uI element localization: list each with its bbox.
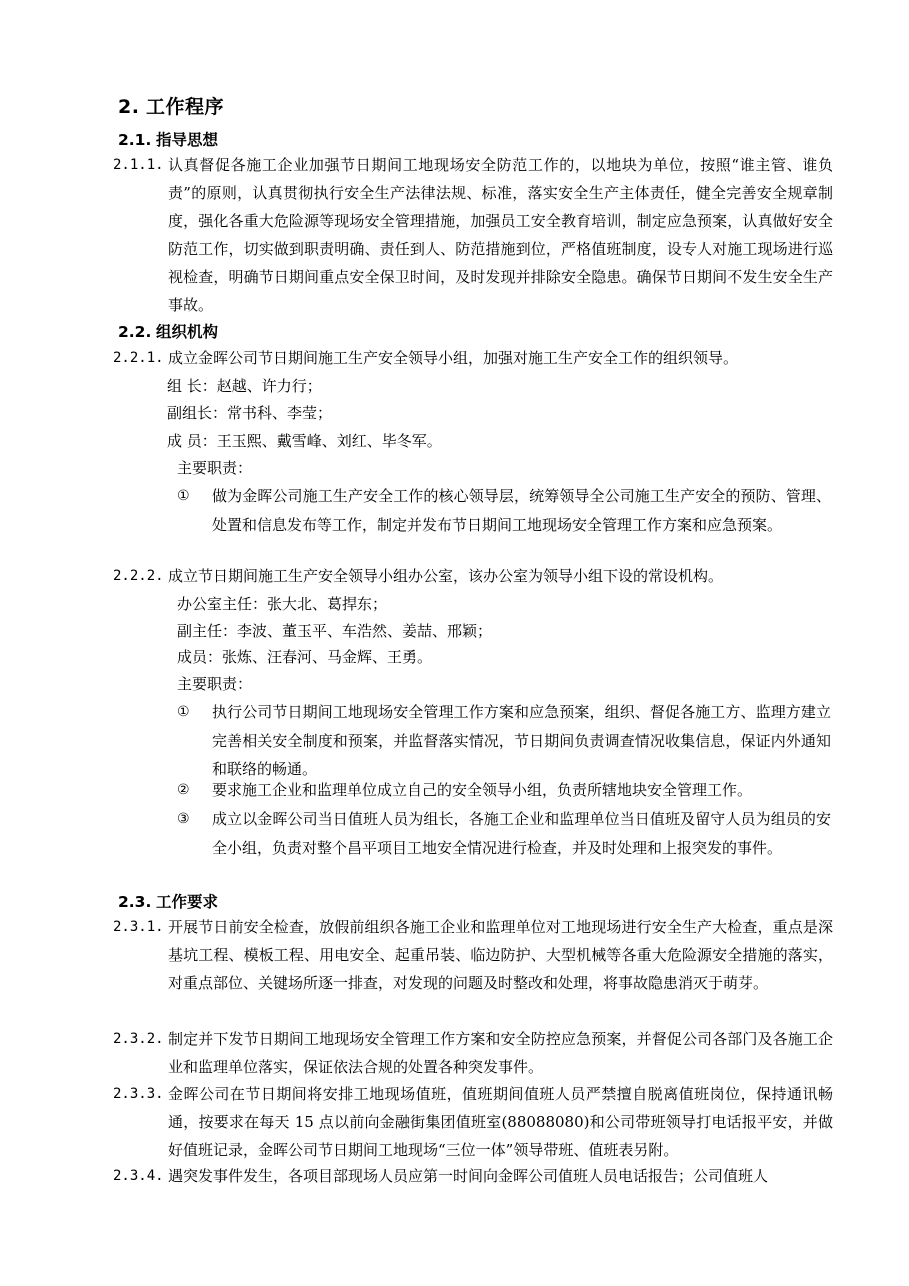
section-title: 工作程序 (146, 96, 225, 118)
subsection-title: 指导思想 (156, 131, 219, 149)
subsection-heading-2-2 (118, 320, 218, 342)
duty-text: 成立以金晖公司当日值班人员为组长，各施工企业和监理单位当日值班及留守人员为组员的安全小组，负责对整个昌平项目工地安全情况进行检查，并及时处理和上报突发的事件。 (212, 810, 831, 857)
item-text: 开展节日前安全检查，放假前组织各施工企业和监理单位对工地现场进行安全生产大检查，重点是深基坑工程、模板工程、用电安全、起重吊装、临边防护、大型机械等各重大危险源安全措施的落实，对重点部位、关键场所逐一排查，对发现的问题及时整改和处理，将事故隐患消灭于萌芽。 (168, 918, 833, 992)
circled-number: ③ (177, 811, 190, 827)
item-number: 2.1.1. (113, 157, 164, 173)
subsection-heading-2-1 (118, 128, 218, 150)
office-deputy-line: 副主任：李波、董玉平、车浩然、姜喆、邢颖； (177, 622, 493, 640)
item-text: 成立节日期间施工生产安全领导小组办公室，该办公室为领导小组下设的常设机构。 (168, 567, 724, 585)
duty-item (177, 698, 831, 784)
item-number: 2.3.1. (113, 919, 164, 935)
item-text: 成立金晖公司节日期间施工生产安全领导小组，加强对施工生产安全工作的组织领导。 (168, 349, 739, 367)
subsection-number: 2.3. (118, 893, 152, 911)
duty-text: 执行公司节日期间工地现场安全管理工作方案和应急预案，组织、督促各施工方、监理方建立完善相关安全制度和预案，并监督落实情况，节日期间负责调查情况收集信息，保证内外通知和联络的畅通。 (212, 703, 831, 778)
paragraph-2-3-3 (113, 1080, 833, 1164)
office-members-line: 成员：张炼、汪春河、马金辉、王勇。 (177, 648, 433, 666)
section-number: 2. (118, 96, 140, 118)
paragraph-2-2-1 (113, 344, 833, 372)
circled-number: ② (177, 782, 190, 798)
subsection-title: 工作要求 (156, 893, 219, 911)
circled-number: ① (177, 704, 190, 720)
duty-item (177, 776, 831, 805)
subsection-heading-2-3 (118, 890, 218, 912)
item-number: 2.2.1. (113, 350, 164, 366)
subsection-number: 2.2. (118, 323, 152, 341)
paragraph-2-3-4 (113, 1162, 833, 1190)
subsection-number: 2.1. (118, 131, 152, 149)
section-heading (118, 92, 224, 119)
duty-text: 要求施工企业和监理单位成立自己的安全领导小组，负责所辖地块安全管理工作。 (212, 781, 753, 799)
item-text: 认真督促各施工企业加强节日期间工地现场安全防范工作的，以地块为单位，按照“谁主管、谁负责”的原则，认真贯彻执行安全生产法律法规、标准，落实安全生产主体责任，健全完善安全规章制度，强化各重大危险源等现场安全管理措施，加强员工安全教育培训，制定应急预案，认真做好安全防范工作，切实做到职责明确、责任到人、防范措施到位，严格值班制度，设专人对施工现场进行巡视检查，明确节日期间重点安全保卫时间，及时发现并排除安全隐患。确保节日期间不发生安全生产事故。 (168, 156, 833, 314)
item-number: 2.2.2. (113, 568, 164, 584)
group-leader-line: 组 长：赵越、许力行； (167, 377, 322, 395)
item-number: 2.3.2. (113, 1031, 164, 1047)
paragraph-2-2-2 (113, 562, 833, 590)
duties-label: 主要职责： (177, 675, 253, 693)
duties-label: 主要职责： (177, 459, 253, 477)
group-members-line: 成 员：王玉熙、戴雪峰、刘红、毕冬军。 (167, 432, 442, 450)
item-text: 制定并下发节日期间工地现场安全管理工作方案和安全防控应急预案，并督促公司各部门及各施工企业和监理单位落实，保证依法合规的处置各种突发事件。 (168, 1030, 833, 1076)
duty-item (177, 805, 831, 862)
duty-text: 做为金晖公司施工生产安全工作的核心领导层，统筹领导全公司施工生产安全的预防、管理、处置和信息发布等工作，制定并发布节日期间工地现场安全管理工作方案和应急预案。 (212, 487, 831, 534)
duty-item (177, 482, 831, 539)
item-number: 2.3.4. (113, 1168, 164, 1184)
circled-number: ① (177, 488, 190, 504)
item-text: 遇突发事件发生，各项目部现场人员应第一时间向金晖公司值班人员电话报告；公司值班人 (168, 1167, 769, 1185)
subsection-title: 组织机构 (156, 323, 219, 341)
item-text: 金晖公司在节日期间将安排工地现场值班，值班期间值班人员严禁擅自脱离值班岗位，保持通讯畅通，按要求在每天 15 点以前向金融街集团值班室(88088080)和公司带班领导打电话报平安，并做好值班记录，金晖公司节日期间工地现场“三位一体”领导带班、值班表另附。 (168, 1085, 833, 1159)
paragraph-2-1-1 (113, 151, 833, 319)
item-number: 2.3.3. (113, 1086, 164, 1102)
group-deputy-line: 副组长：常书科、李莹； (167, 404, 333, 422)
office-director-line: 办公室主任：张大北、葛捍东； (177, 595, 388, 613)
paragraph-2-3-1 (113, 913, 833, 997)
paragraph-2-3-2 (113, 1025, 833, 1081)
